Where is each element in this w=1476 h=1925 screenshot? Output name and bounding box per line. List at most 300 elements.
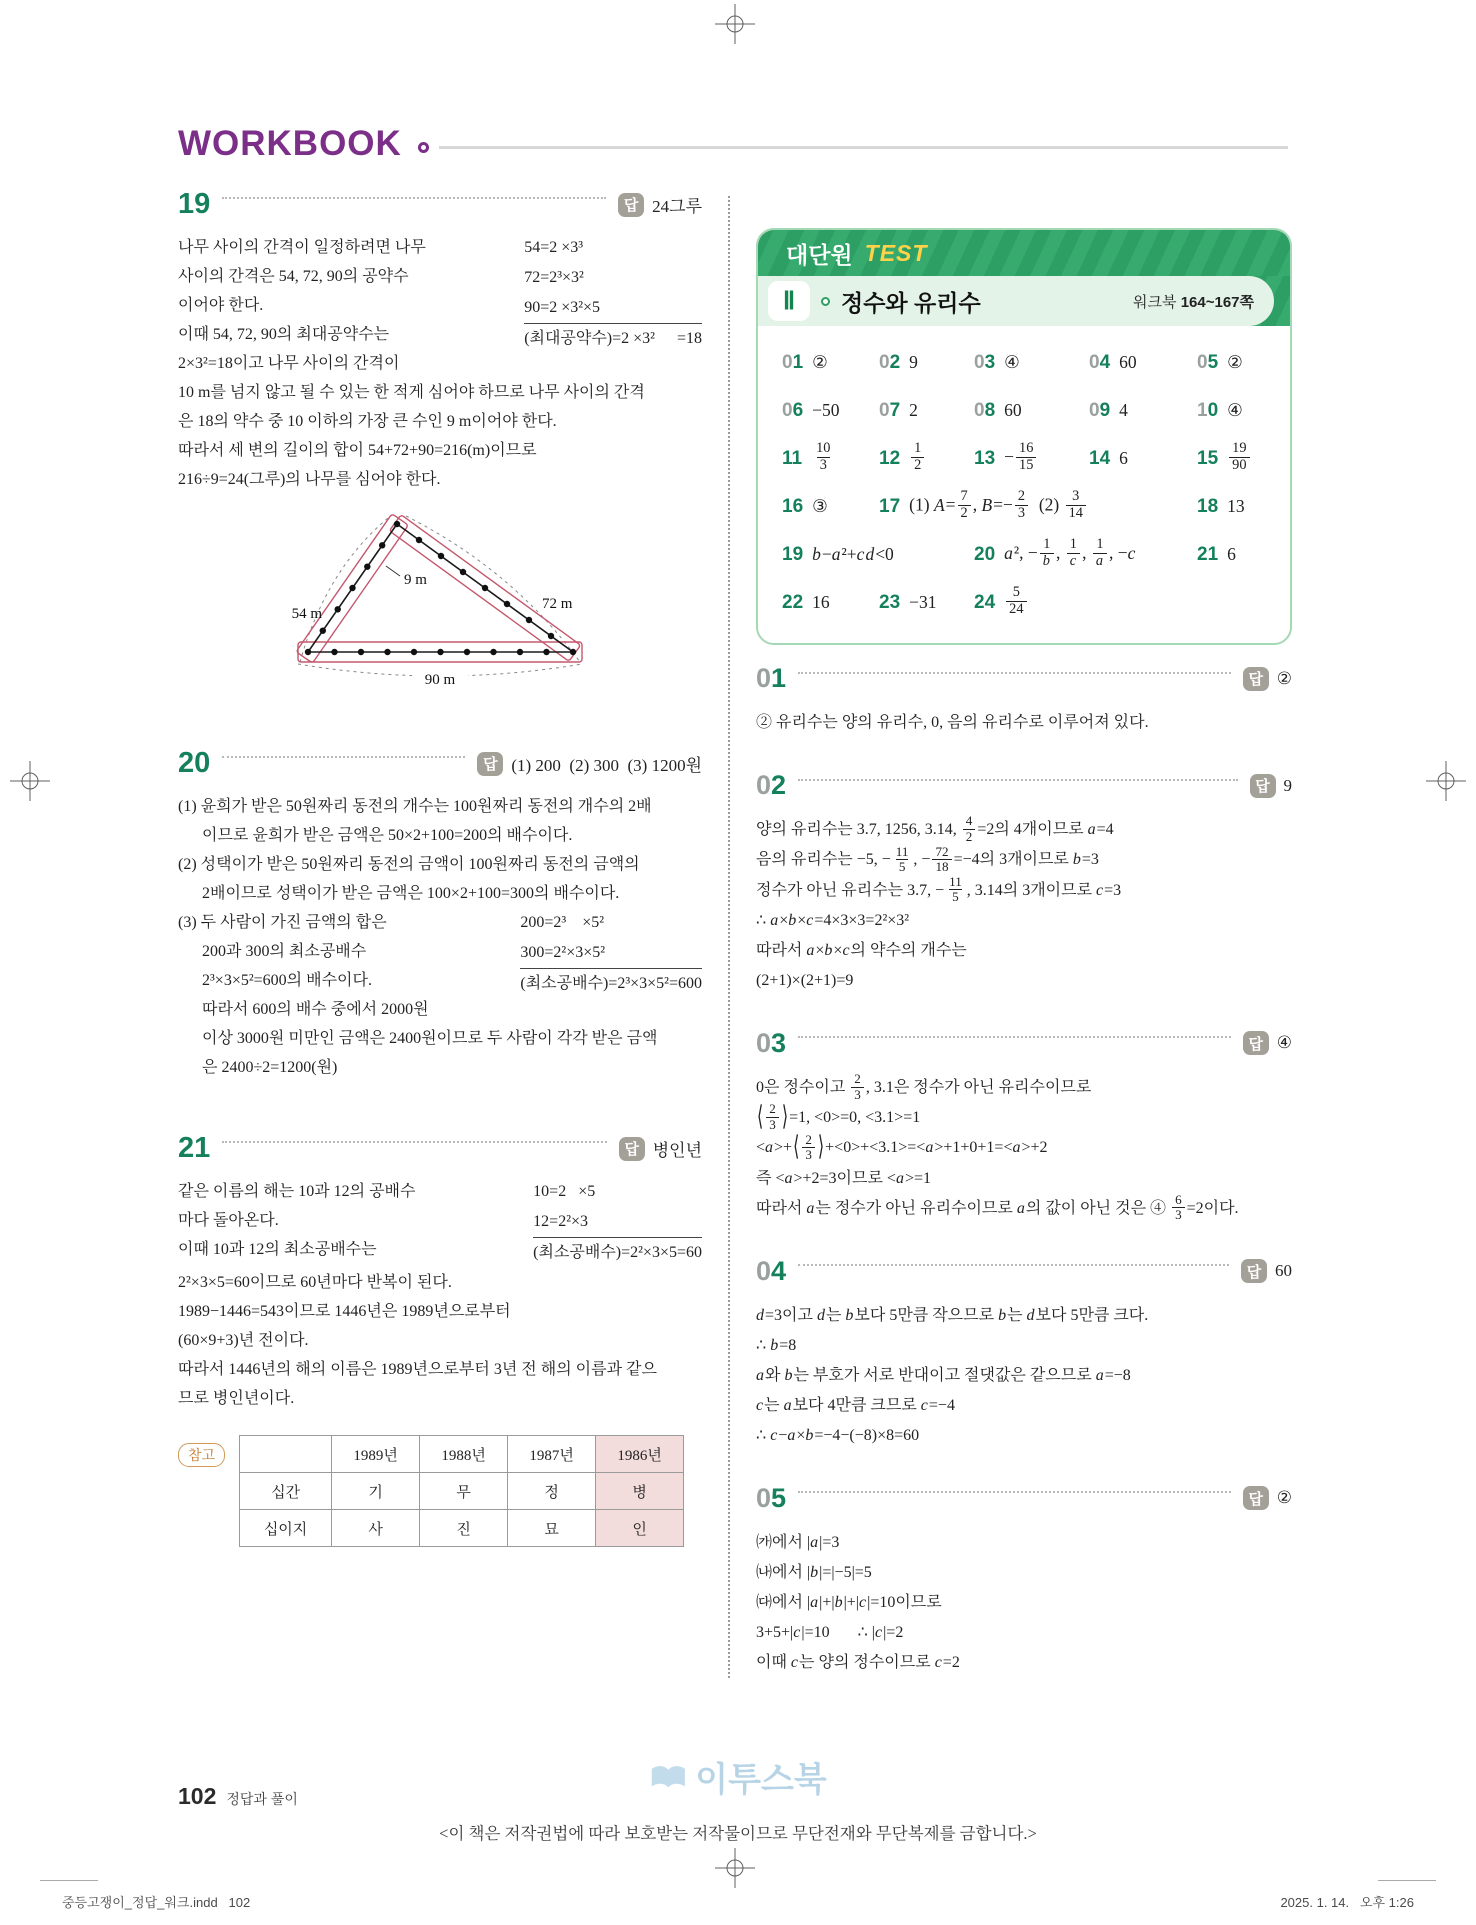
- math-variable: a: [925, 1139, 934, 1157]
- item-number-digit: 0: [1207, 400, 1219, 421]
- item-number-digit: 1: [1089, 448, 1100, 469]
- math-variable: b: [998, 1306, 1007, 1324]
- item-number: [756, 772, 786, 799]
- table-row: [240, 1473, 684, 1510]
- fraction: [1172, 1193, 1185, 1223]
- item-number-digit: 0: [974, 352, 985, 373]
- answer-value: (1) A= $\frac{7}{2}$ , B=− $\frac{2}{3}$ (2) $\frac{3}{14}$: [909, 490, 1088, 523]
- fraction-denominator: 3: [802, 1147, 815, 1162]
- table-header-cell: 1987년: [508, 1436, 596, 1473]
- math-variable: b: [824, 941, 833, 959]
- item-number-digit: 2: [1197, 544, 1208, 565]
- text-line: 나무 사이의 간격이 일정하려면 나무: [178, 239, 426, 256]
- solution-heading: [756, 772, 1292, 799]
- math-variable: c: [1069, 553, 1077, 569]
- answer-value: [1227, 442, 1251, 475]
- text-line: 이때 54, 72, 90의 최대공약수는: [178, 326, 390, 343]
- math-variable: a: [765, 1139, 774, 1157]
- solution-text: [178, 908, 478, 1024]
- text-line: 2×3²=18이고 나무 사이의 간격이: [178, 355, 400, 372]
- text-line: (2) 성택이가 받은 50원짜리 동전의 금액이 100원짜리 동전의 금액의: [178, 856, 640, 873]
- answer-item: [1197, 544, 1272, 565]
- answer-line: [618, 192, 702, 217]
- item-number: [1089, 449, 1110, 468]
- answer-value: 24그루: [652, 197, 702, 216]
- dotted-leader: [798, 1264, 1229, 1266]
- problem-heading: [178, 190, 702, 219]
- solution-heading: [756, 665, 1292, 692]
- answer-line: [1250, 774, 1293, 798]
- unit-number-icon: Ⅱ: [768, 281, 810, 321]
- item-number: [782, 545, 803, 564]
- item-number-digit: 0: [1089, 400, 1100, 421]
- item-number: [879, 449, 900, 468]
- solutions-list: [756, 665, 1292, 1678]
- answer-line: [1243, 667, 1292, 691]
- answer-item: [782, 400, 879, 421]
- dotted-leader: [798, 672, 1231, 674]
- item-number-digit: 3: [771, 1027, 787, 1058]
- item-number-digit: 9: [1099, 400, 1111, 421]
- table-cell: 십간: [240, 1473, 332, 1510]
- dotted-leader: [222, 197, 606, 199]
- left-column: [178, 190, 702, 1678]
- answer-item: [1089, 448, 1197, 469]
- item-number-digit: 5: [1207, 448, 1219, 469]
- item-number: [974, 353, 995, 372]
- math-variable: d: [816, 1306, 825, 1324]
- print-timestamp: 2025. 1. 14. 오후 1:26: [1280, 1895, 1414, 1910]
- math-variable: a: [1016, 1199, 1025, 1217]
- answer-value: [909, 442, 926, 475]
- answer-value: 60: [1119, 352, 1137, 372]
- fraction: [813, 441, 833, 474]
- fraction-numerator: 7: [960, 488, 968, 505]
- item-number-digit: 1: [782, 496, 793, 517]
- answer-item: [879, 352, 974, 373]
- item-number-digit: 1: [791, 448, 803, 469]
- math-variable: b: [812, 544, 821, 564]
- text-line: ㈎에서 |a|=3: [756, 1533, 840, 1551]
- answer-badge-icon: 답: [619, 1137, 645, 1161]
- item-number-digit: 3: [984, 352, 996, 373]
- item-number-digit: 2: [792, 592, 804, 613]
- problem-21: [178, 1134, 702, 1547]
- text-line: 1989−1446=543이므로 1446년은 1989년으로부터: [178, 1303, 511, 1320]
- math-variable: b: [1072, 851, 1081, 869]
- item-number-digit: 0: [782, 352, 793, 373]
- text-line: c는 a보다 4만큼 크므로 c=−4: [756, 1396, 955, 1414]
- page-footer: [178, 1783, 298, 1810]
- text-line: 따라서 1446년의 해의 이름은 1989년으로부터 3년 전 해의 이름과 같으: [178, 1361, 657, 1378]
- answer-badge-icon: 답: [1243, 1031, 1269, 1055]
- math-variable: c: [856, 544, 865, 564]
- answer-row: [782, 486, 1272, 527]
- item-number-digit: 0: [1089, 352, 1100, 373]
- fraction: [1093, 537, 1107, 570]
- answer-row: [782, 342, 1272, 383]
- math-variable: a: [1012, 1139, 1021, 1157]
- answer-item: [782, 544, 974, 565]
- item-number-digit: 1: [1207, 544, 1219, 565]
- math-variable: a: [895, 1169, 904, 1187]
- item-number: [782, 401, 803, 420]
- math-variable: c: [920, 1396, 928, 1414]
- calc-row: 90=2 ×3²×5: [524, 299, 601, 316]
- registration-mark-icon: [10, 761, 50, 801]
- answer-row: [782, 582, 1272, 623]
- item-number: [782, 593, 803, 612]
- fraction-numerator: 2: [854, 1071, 861, 1087]
- item-number-digit: 0: [879, 400, 890, 421]
- text-line: 은 18의 약수 중 10 이하의 가장 큰 수인 9 m이어야 한다.: [178, 413, 557, 430]
- fraction: [766, 1102, 779, 1132]
- math-variable: b: [788, 911, 797, 929]
- copyright-notice: <이 책은 저작권법에 따라 보호받는 저작물이므로 무단전재와 무단복제를 금합니다.>: [439, 1824, 1037, 1843]
- solution-text: [178, 1268, 702, 1413]
- text-line: 2³×3×5²=600의 배수이다.: [202, 972, 372, 989]
- solution-text: [178, 378, 702, 494]
- item-number-digit: 6: [792, 400, 804, 421]
- fraction-numerator: 72: [935, 843, 949, 859]
- fraction-numerator: 1: [1043, 536, 1051, 553]
- text-line: (3) 두 사람이 가진 금액의 합은: [178, 914, 387, 931]
- item-number-digit: 0: [974, 400, 985, 421]
- item-number-digit: 0: [756, 770, 772, 800]
- unit-title-band: [758, 276, 1290, 326]
- math-variable: a: [810, 1593, 819, 1611]
- solution-heading: [756, 1482, 1292, 1513]
- math-variable: a: [787, 1426, 796, 1444]
- item-number: [974, 593, 995, 612]
- item-number-digit: 2: [889, 448, 901, 469]
- answer-value: 4: [1119, 400, 1128, 420]
- fraction-denominator: 2: [911, 457, 924, 474]
- item-number: [1197, 353, 1218, 372]
- text-line: 3+5+|c|=10 ∴ |c|=2: [756, 1623, 904, 1641]
- page-title: WORKBOOK: [178, 124, 402, 163]
- text-line: 2²×3×5=60이므로 60년마다 반복이 된다.: [178, 1274, 452, 1291]
- answer-value: ②: [1276, 1488, 1292, 1508]
- note-badge: 참고: [178, 1443, 225, 1467]
- solution-body: [756, 1073, 1292, 1224]
- fraction-numerator: 3: [1072, 488, 1080, 505]
- table-header-row: [240, 1436, 684, 1473]
- item-number-digit: 7: [889, 400, 901, 421]
- text-with-calc: [178, 233, 702, 378]
- answer-value: 13: [1227, 496, 1245, 516]
- tall-bracket: ⟨: [757, 1102, 764, 1132]
- dotted-leader: [798, 779, 1237, 781]
- item-number-digit: 2: [879, 592, 890, 613]
- item-number: [1197, 545, 1218, 564]
- fraction-denominator: 24: [1006, 601, 1026, 618]
- math-variable: B: [981, 494, 993, 515]
- fraction-denominator: [1040, 553, 1054, 570]
- answer-item: [974, 442, 1089, 475]
- tall-bracket: ⟩: [817, 1133, 825, 1162]
- tree-spacing-diagram: [253, 508, 702, 697]
- math-variable: b: [834, 1593, 843, 1611]
- item-number-digit: 4: [1099, 448, 1111, 469]
- item-number-digit: 0: [984, 544, 996, 565]
- answer-line: [1243, 1031, 1292, 1055]
- answer-item: [1197, 352, 1272, 373]
- answer-item: [974, 538, 1197, 571]
- text-line: 이때 c는 양의 정수이므로 c=2: [756, 1653, 960, 1671]
- solution-text: [178, 792, 702, 908]
- table-row: [240, 1510, 684, 1547]
- item-number-digit: 8: [1207, 496, 1219, 517]
- table-header-cell: [240, 1436, 332, 1473]
- item-number: [756, 665, 786, 692]
- math-variable: c: [934, 1653, 942, 1671]
- answer-item: [879, 442, 974, 475]
- fraction-numerator: 2: [769, 1101, 776, 1117]
- dotted-leader: [222, 1141, 606, 1143]
- item-number: [879, 593, 900, 612]
- math-variable: a: [770, 911, 779, 929]
- registration-mark-icon: [715, 1848, 755, 1888]
- item-number-digit: 2: [974, 592, 985, 613]
- item-number-digit: 1: [1197, 400, 1208, 421]
- solution-03: [756, 1027, 1292, 1224]
- fraction-denominator: [1067, 553, 1080, 570]
- item-number-digit: 4: [771, 1255, 787, 1286]
- math-variable: b: [770, 1336, 779, 1354]
- text-line: ② 유리수는 양의 유리수, 0, 음의 유리수로 이루어져 있다.: [756, 714, 1149, 731]
- item-number-digit: 9: [792, 544, 804, 565]
- math-variable: d: [756, 1306, 764, 1324]
- fraction-denominator: 5: [949, 889, 962, 904]
- item-number: [974, 401, 995, 420]
- table-header-cell: 1988년: [420, 1436, 508, 1473]
- item-number: [1089, 401, 1110, 420]
- ref-pages: 164~167쪽: [1180, 293, 1254, 311]
- answer-item: [1089, 400, 1197, 421]
- item-number-digit: 1: [974, 448, 985, 469]
- table-cell: 기: [332, 1473, 420, 1510]
- diagram-label: 9 m: [404, 572, 427, 588]
- item-number: [1197, 401, 1218, 420]
- fraction-numerator: 10: [816, 440, 831, 457]
- test-card-header: [758, 230, 1290, 276]
- item-number: [879, 401, 900, 420]
- fraction-denominator: 5: [896, 859, 909, 874]
- fraction: [1006, 585, 1026, 618]
- solution-body: [756, 1301, 1292, 1451]
- book-icon: [649, 1764, 687, 1790]
- fraction: [851, 1072, 864, 1102]
- item-number: [879, 497, 900, 516]
- problem-20: [178, 749, 702, 1082]
- answer-value: − $\frac{16}{15}$: [1004, 442, 1038, 475]
- text-line: <a>+⟨ $\frac{2}{3}$ ⟩+<0>+<3.1>=<a>+1+0+1=<a>+2: [756, 1133, 1292, 1163]
- item-number-digit: 2: [974, 544, 985, 565]
- answer-item: [782, 352, 879, 373]
- math-variable: c: [1127, 542, 1136, 563]
- math-variable: c: [1096, 881, 1104, 899]
- answer-value: 2: [909, 400, 918, 420]
- table-cell: 묘: [508, 1510, 596, 1547]
- item-number-digit: 3: [984, 448, 996, 469]
- item-number-digit: 3: [889, 592, 901, 613]
- text-with-calc: [178, 1177, 702, 1268]
- item-number: [782, 353, 803, 372]
- calc-row: 10=2 ×5: [533, 1183, 596, 1200]
- fraction: [911, 441, 924, 474]
- answer-grid: [758, 326, 1290, 643]
- print-file-info: 중등고쟁이_정답_워크.indd 102: [62, 1895, 251, 1910]
- fraction-numerator: 5: [1012, 584, 1020, 601]
- item-number: [756, 1255, 787, 1286]
- solution-02: [756, 772, 1292, 996]
- answer-value: −31: [909, 592, 937, 612]
- math-variable: a: [756, 1366, 764, 1384]
- math-variable: a: [806, 941, 815, 959]
- watermark-text: 이투스북: [695, 1761, 827, 1799]
- math-variable: a: [810, 1533, 819, 1551]
- answer-value: ④: [1004, 352, 1020, 372]
- solution-heading: [756, 1027, 1292, 1058]
- item-number-digit: 0: [879, 352, 890, 373]
- math-variable: b: [805, 1426, 814, 1444]
- factorization-block: [520, 908, 702, 999]
- answer-value: (1) 200 (2) 300 (3) 1200원: [511, 756, 702, 775]
- solution-body: [756, 708, 1292, 738]
- fraction: [802, 1133, 815, 1163]
- answer-badge-icon: 답: [1243, 667, 1269, 691]
- item-number-digit: 2: [889, 352, 901, 373]
- fraction: [932, 845, 951, 875]
- item-number-digit: 4: [1099, 352, 1111, 373]
- fraction-numerator: 1: [914, 440, 922, 457]
- fraction: [1016, 441, 1036, 474]
- answer-value: 60: [1275, 1261, 1292, 1281]
- fraction-denominator: 3: [817, 457, 830, 474]
- fraction: [1229, 441, 1249, 474]
- answer-value: ④: [1276, 1033, 1292, 1053]
- answer-row: [782, 390, 1272, 431]
- answer-item: [879, 490, 1197, 523]
- item-number-digit: 6: [792, 496, 804, 517]
- text-line: 이때 10과 12의 최소공배수는: [178, 1241, 377, 1258]
- header-dot-icon: [418, 142, 429, 153]
- text-with-calc: [178, 908, 702, 1024]
- answer-item: [782, 496, 879, 517]
- text-line: ㈐에서 |a|+|b|+|c|=10이므로: [756, 1593, 942, 1611]
- math-variable: d: [865, 544, 875, 564]
- right-column: [756, 190, 1292, 1678]
- item-number: [879, 353, 900, 372]
- answer-value: 병인년: [652, 1141, 702, 1160]
- answer-item: [782, 442, 879, 475]
- table-cell: 십이지: [240, 1510, 332, 1547]
- answer-value: ③: [812, 496, 828, 516]
- table-header-cell: 1986년: [596, 1436, 684, 1473]
- ref-label: 워크북: [1133, 293, 1177, 311]
- solution-heading: [756, 1255, 1292, 1286]
- item-number: [974, 545, 995, 564]
- calc-row: 300=2²×3×5²: [520, 944, 606, 961]
- text-line: ∴ c−a×b=−4−(−8)×8=60: [756, 1426, 920, 1444]
- math-variable: c: [770, 1426, 778, 1444]
- item-number-digit: 1: [771, 663, 787, 693]
- problem-number: 20: [178, 747, 211, 779]
- math-variable: c: [806, 911, 814, 929]
- answer-value: [1004, 586, 1028, 619]
- answer-value: ②: [1227, 352, 1243, 372]
- math-variable: a: [1095, 1366, 1104, 1384]
- text-line: 정수가 아닌 유리수는 3.7, − $\frac{11}{5}$ , 3.14의 3개이므로 c=3: [756, 873, 1122, 905]
- answer-value: 9: [1283, 775, 1292, 795]
- registration-mark-icon: [715, 4, 755, 44]
- year-name-table: [239, 1435, 684, 1547]
- item-number-digit: 7: [889, 496, 901, 517]
- answer-value: −50: [812, 400, 840, 420]
- math-variable: a: [1004, 542, 1013, 563]
- math-variable: A: [933, 494, 945, 515]
- answer-badge-icon: 답: [618, 193, 644, 217]
- answer-line: [619, 1136, 702, 1161]
- page-number: 102: [178, 1783, 217, 1809]
- item-number-digit: 1: [792, 352, 804, 373]
- crop-line: [1378, 1880, 1436, 1881]
- math-variable: c: [874, 1623, 883, 1641]
- fraction: [1066, 489, 1086, 522]
- unit-title-pill: [758, 276, 1274, 326]
- fraction: [963, 814, 976, 844]
- math-variable: a: [783, 1396, 792, 1414]
- dotted-leader: [222, 756, 465, 758]
- answer-item: [1089, 352, 1197, 373]
- text-line: 이어야 한다.: [178, 297, 264, 314]
- answer-value: 16: [812, 592, 830, 612]
- text-line: 따라서 a는 정수가 아닌 유리수이므로 a의 값이 아닌 것은 ④ $\frac{6}{3}$ =2이다.: [756, 1191, 1239, 1223]
- answer-value: a², − $\frac{1}{b}$ , $\frac{1}{c}$ , $\frac{1}{a}$ , −c: [1004, 536, 1136, 569]
- factorization-block: [533, 1177, 702, 1268]
- fraction-denominator: 3: [1172, 1207, 1185, 1222]
- math-variable: c: [859, 1593, 867, 1611]
- answer-badge-icon: 답: [1241, 1259, 1267, 1283]
- fraction-denominator: 14: [1066, 505, 1086, 522]
- table-cell: 무: [420, 1473, 508, 1510]
- math-variable: a: [784, 1169, 793, 1187]
- test-card-label-test: TEST: [864, 239, 928, 266]
- solution-04: [756, 1255, 1292, 1451]
- item-number-digit: 0: [756, 1482, 772, 1513]
- answer-row: [782, 438, 1272, 479]
- fraction-denominator: 2: [963, 829, 976, 844]
- dotted-leader: [798, 1036, 1231, 1038]
- text-line: 따라서 600의 배수 중에서 2000원: [202, 1001, 429, 1018]
- answer-line: [477, 751, 702, 776]
- answer-value: ②: [812, 352, 828, 372]
- problem-number: 19: [178, 188, 211, 220]
- answer-row: [782, 534, 1272, 575]
- math-variable: b: [810, 1563, 819, 1581]
- calc-result-row: (최대공약수)=2 ×3² =18: [524, 323, 702, 354]
- problem-19: [178, 190, 702, 697]
- text-line: ∴ b=8: [756, 1336, 797, 1354]
- math-variable: a: [1087, 821, 1096, 838]
- text-line: 따라서 세 변의 길이의 합이 54+72+90=216(m)이므로: [178, 442, 537, 459]
- text-line: 사이의 간격은 54, 72, 90의 공약수: [178, 268, 409, 285]
- answer-item: [974, 400, 1089, 421]
- answer-badge-icon: 답: [1243, 1486, 1269, 1510]
- answer-badge-icon: 답: [477, 752, 503, 776]
- fraction-denominator: [1093, 553, 1107, 570]
